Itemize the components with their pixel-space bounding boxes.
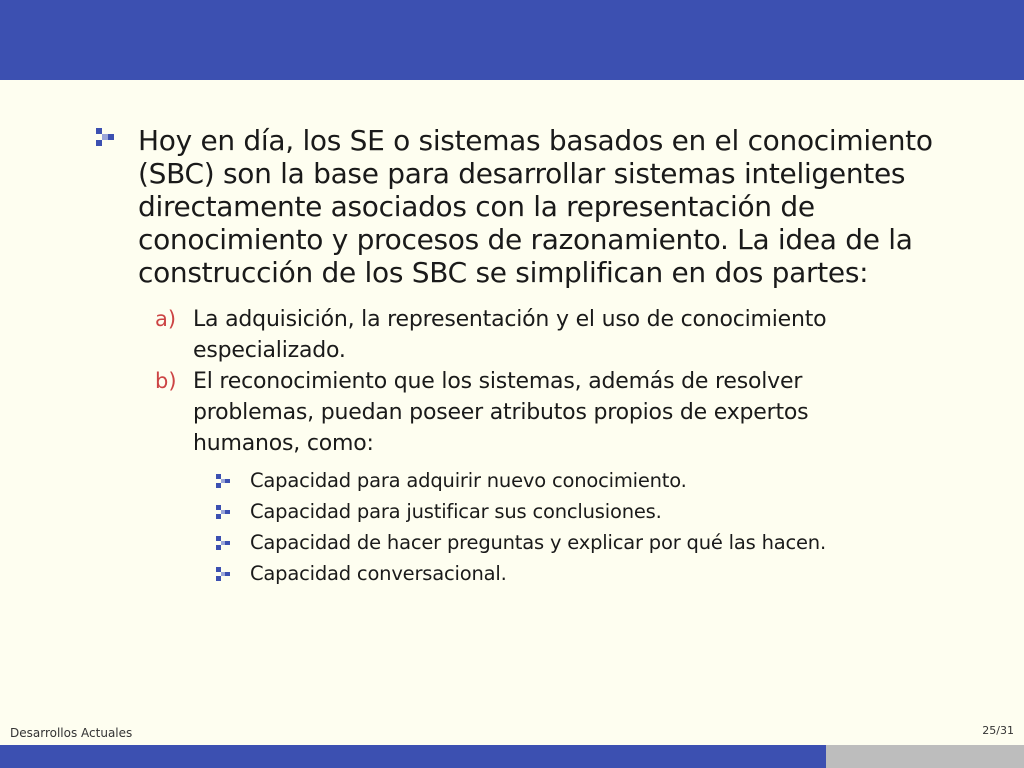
sub-bullet-text: Capacidad para adquirir nuevo conocimiento. <box>250 469 687 492</box>
footer-bar-remainder <box>826 745 1024 768</box>
sub-bullet-text: Capacidad de hacer preguntas y explicar por qué las hacen. <box>250 531 826 554</box>
enum-item-a <box>193 304 913 366</box>
sub-bullet-text: Capacidad para justificar sus conclusiones. <box>250 500 662 523</box>
enum-item-a-line-2: especializado. <box>193 338 346 363</box>
enum-item-b-line-2: problemas, puedan poseer atributos propios de expertos <box>193 400 809 425</box>
footer-section-title: Desarrollos Actuales <box>10 726 133 740</box>
page-counter: 25/31 <box>982 724 1014 737</box>
arrow-bullet-icon <box>216 505 230 519</box>
arrow-bullet-icon <box>216 567 230 581</box>
enum-item-b-line-3: humanos, como: <box>193 431 374 456</box>
footer-bar-progress <box>0 745 826 768</box>
enum-item-a-line-1: La adquisición, la representación y el uso de conocimiento <box>193 307 827 332</box>
arrow-bullet-icon <box>216 474 230 488</box>
arrow-bullet-icon <box>216 536 230 550</box>
enum-item-b-line-1: El reconocimiento que los sistemas, además de resolver <box>193 369 803 394</box>
arrow-bullet-icon <box>96 128 114 146</box>
sub-bullet-text: Capacidad conversacional. <box>250 562 507 585</box>
enum-label-b: b) <box>155 369 177 393</box>
enum-label-a: a) <box>155 307 177 331</box>
enum-item-b <box>193 366 913 459</box>
main-bullet-text: Hoy en día, los SE o sistemas basados en el conocimiento (SBC) son la base para desarrollar sistemas inteligentes directamente asociados con la representación de conocimiento y procesos de razonamiento. La idea de la construcción de los SBC se simplifican en dos partes: <box>138 124 933 289</box>
